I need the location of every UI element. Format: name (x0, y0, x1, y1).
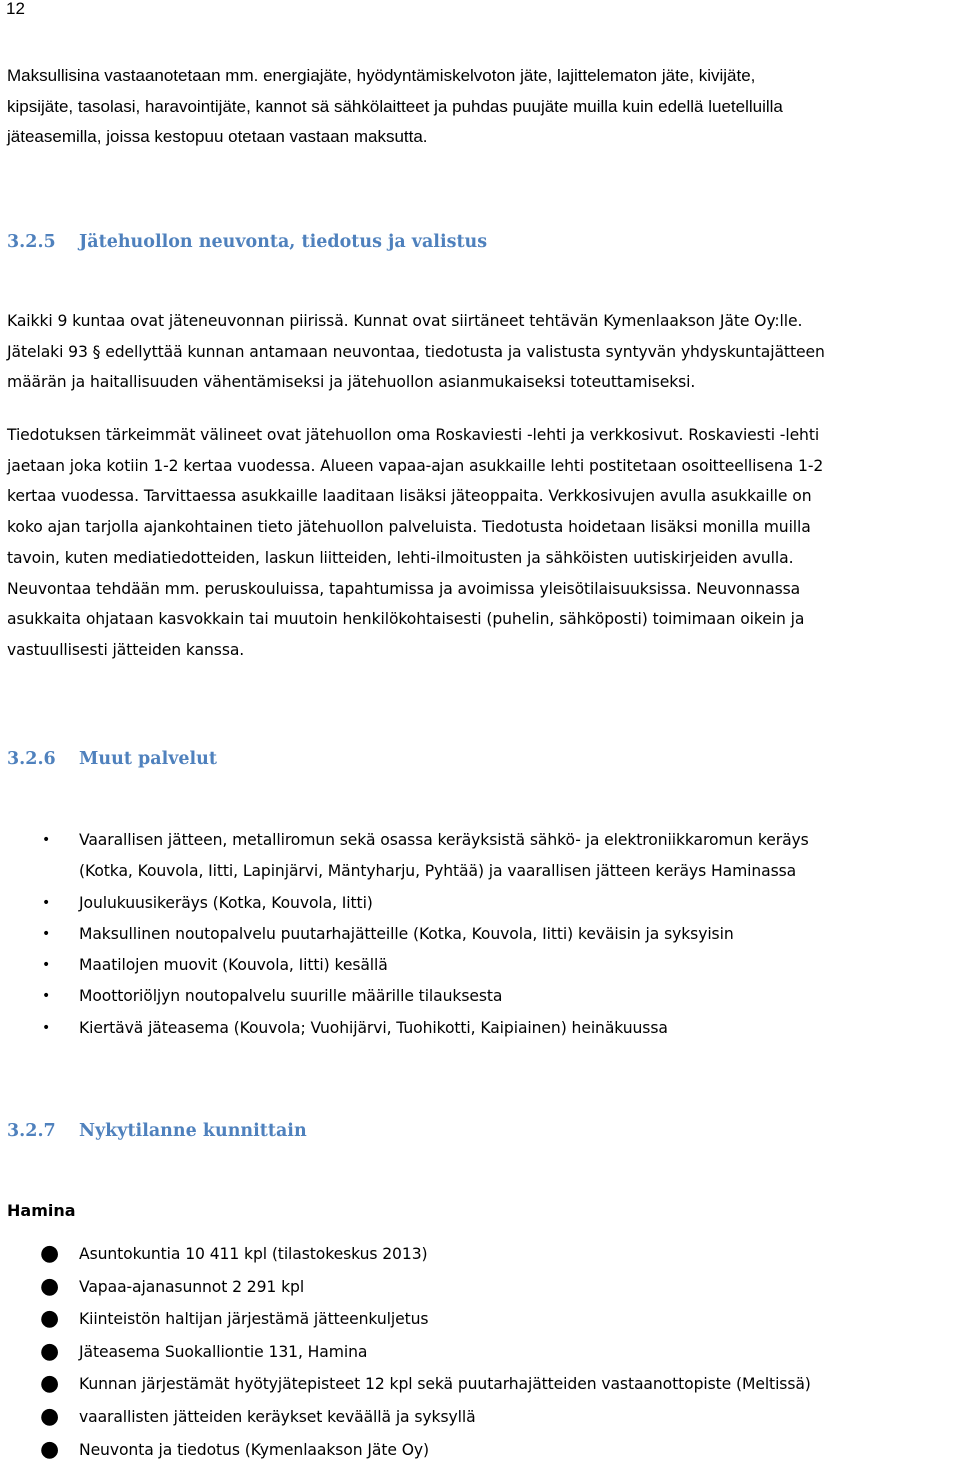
intro-line: Maksullisina vastaanotetaan mm. energiajäte, hyödyntämiskelvoton jäte, lajittelematon jäte, kivijäte, (7, 66, 756, 85)
paragraph-line: määrän ja haitallisuuden vähentämiseksi ja jätehuollon asianmukaiseksi toteuttamiseksi. (7, 373, 696, 392)
list-item-line: Kiertävä jäteasema (Kouvola; Vuohijärvi, Tuohikotti, Kaipiainen) heinäkuussa (79, 1018, 668, 1037)
list-item (0, 825, 950, 888)
section-title: Jätehuollon neuvonta, tiedotus ja valistus (79, 232, 488, 252)
paragraph-line: Neuvontaa tehdään mm. peruskouluissa, tapahtumissa ja avoimissa yleisötilaisuuksissa. Neuvonnassa (7, 579, 801, 598)
list-item (0, 1434, 950, 1466)
paragraph-line: jaetaan joka kotiin 1-2 kertaa vuodessa. Alueen vapaa-ajan asukkaille lehti postitetaan osoitteellisena 1-2 (7, 456, 824, 475)
list-item (0, 1368, 950, 1401)
list-item-line: (Kotka, Kouvola, Iitti, Lapinjärvi, Mäntyharju, Pyhtää) ja vaarallisen jätteen keräys Haminassa (79, 862, 797, 881)
section-number: 3.2.7 (7, 1121, 56, 1141)
bullet-icon: • (42, 957, 51, 974)
list-item (0, 1238, 950, 1271)
bullet-icon: • (42, 1019, 51, 1036)
bullet-icon: • (42, 832, 51, 848)
bullet-icon: ● (40, 1306, 60, 1332)
list-item (0, 1401, 950, 1434)
list-item-line: Kiinteistön haltijan järjestämä jätteenkuljetus (79, 1310, 429, 1329)
list-item (0, 1303, 950, 1336)
list-item (0, 1336, 950, 1369)
paragraph-line: Tiedotuksen tärkeimmät välineet ovat jätehuollon oma Roskaviesti -lehti ja verkkosivut. Roskaviesti -lehti (7, 426, 820, 444)
section-heading-325 (7, 229, 487, 255)
bullet-icon: • (42, 894, 51, 911)
paragraph-line: Kaikki 9 kuntaa ovat jäteneuvonnan piirissä. Kunnat ovat siirtäneet tehtävän Kymenlaakson Jäte Oy:lle. (7, 312, 803, 330)
section-325-paragraph-1 (7, 306, 952, 398)
list-item-line: Neuvonta ja tiedotus (Kymenlaakson Jäte Oy) (79, 1440, 429, 1459)
intro-line: kipsijäte, tasolasi, haravointijäte, kannot sä sähkölaitteet ja puhdas puujäte muilla kuin edellä luetelluilla (7, 96, 783, 116)
bullet-icon: ● (40, 1371, 60, 1397)
section-325-paragraph-2 (7, 420, 952, 666)
list-item-line: Vaarallisen jätteen, metalliromun sekä osassa keräyksistä sähkö- ja elektroniikkaromun keräys (79, 831, 809, 849)
bullet-icon: ● (40, 1403, 60, 1429)
services-list (0, 825, 950, 1044)
paragraph-line: asukkaita ohjataan kasvokkain tai muutoin henkilökohtaisesti (puhelin, sähköposti) toimimaan oikein ja (7, 610, 805, 629)
bullet-icon: • (42, 988, 51, 1005)
list-item-line: Vapaa-ajanasunnot 2 291 kpl (79, 1277, 305, 1296)
list-item-line: Moottoriöljyn noutopalvelu suurille määrille tilauksesta (79, 987, 503, 1006)
list-item-line: Joulukuusikeräys (Kotka, Kouvola, Iitti) (79, 893, 373, 912)
list-item-line: Asuntokuntia 10 411 kpl (tilastokeskus 2013) (79, 1245, 428, 1263)
paragraph-line: kertaa vuodessa. Tarvittaessa asukkaille laaditaan lisäksi jäteoppaita. Verkkosivujen avulla asukkaille on (7, 487, 812, 506)
intro-line: jäteasemilla, joissa kestopuu otetaan vastaan maksutta. (7, 127, 428, 146)
list-item (0, 919, 950, 950)
list-item-line: vaarallisten jätteiden keräykset keväällä ja syksyllä (79, 1407, 476, 1426)
paragraph-line: tavoin, kuten mediatiedotteiden, laskun liitteiden, lehti-ilmoitusten ja sähköisten uutiskirjeiden avulla. (7, 548, 794, 567)
list-item-line: Jäteasema Suokalliontie 131, Hamina (79, 1342, 368, 1361)
list-item (0, 888, 950, 919)
list-item (0, 1013, 950, 1044)
section-number: 3.2.6 (7, 749, 56, 769)
paragraph-line: vastuullisesti jätteiden kanssa. (7, 640, 245, 659)
bullet-icon: ● (40, 1241, 60, 1266)
section-number: 3.2.5 (7, 232, 56, 252)
bullet-icon: • (42, 925, 51, 942)
bullet-icon: ● (40, 1338, 60, 1364)
municipality-facts-list (0, 1238, 950, 1466)
section-title: Muut palvelut (79, 749, 217, 769)
list-item-line: Maksullinen noutopalvelu puutarhajätteille (Kotka, Kouvola, Iitti) keväisin ja syksyisin (79, 924, 734, 943)
list-item (0, 981, 950, 1012)
list-item-line: Kunnan järjestämät hyötyjätepisteet 12 kpl sekä puutarhajätteiden vastaanottopiste (Meltissä) (79, 1375, 811, 1394)
list-item-line: Maatilojen muovit (Kouvola, Iitti) kesällä (79, 956, 388, 975)
list-item (0, 1271, 950, 1304)
bullet-icon: ● (40, 1273, 60, 1299)
page-number: 12 (6, 0, 25, 18)
list-item (0, 950, 950, 981)
intro-paragraph (7, 61, 952, 153)
paragraph-line: koko ajan tarjolla ajankohtainen tieto jätehuollon palveluista. Tiedotusta hoidetaan lisäksi monilla muilla (7, 518, 811, 537)
section-title: Nykytilanne kunnittain (79, 1121, 307, 1141)
bullet-icon: ● (40, 1436, 60, 1462)
section-heading-327 (7, 1118, 307, 1144)
section-heading-326 (7, 746, 217, 772)
paragraph-line: Jätelaki 93 § edellyttää kunnan antamaan neuvontaa, tiedotusta ja valistusta syntyvän yhdyskuntajätteen (7, 342, 825, 361)
municipality-heading: Hamina (7, 1201, 76, 1220)
